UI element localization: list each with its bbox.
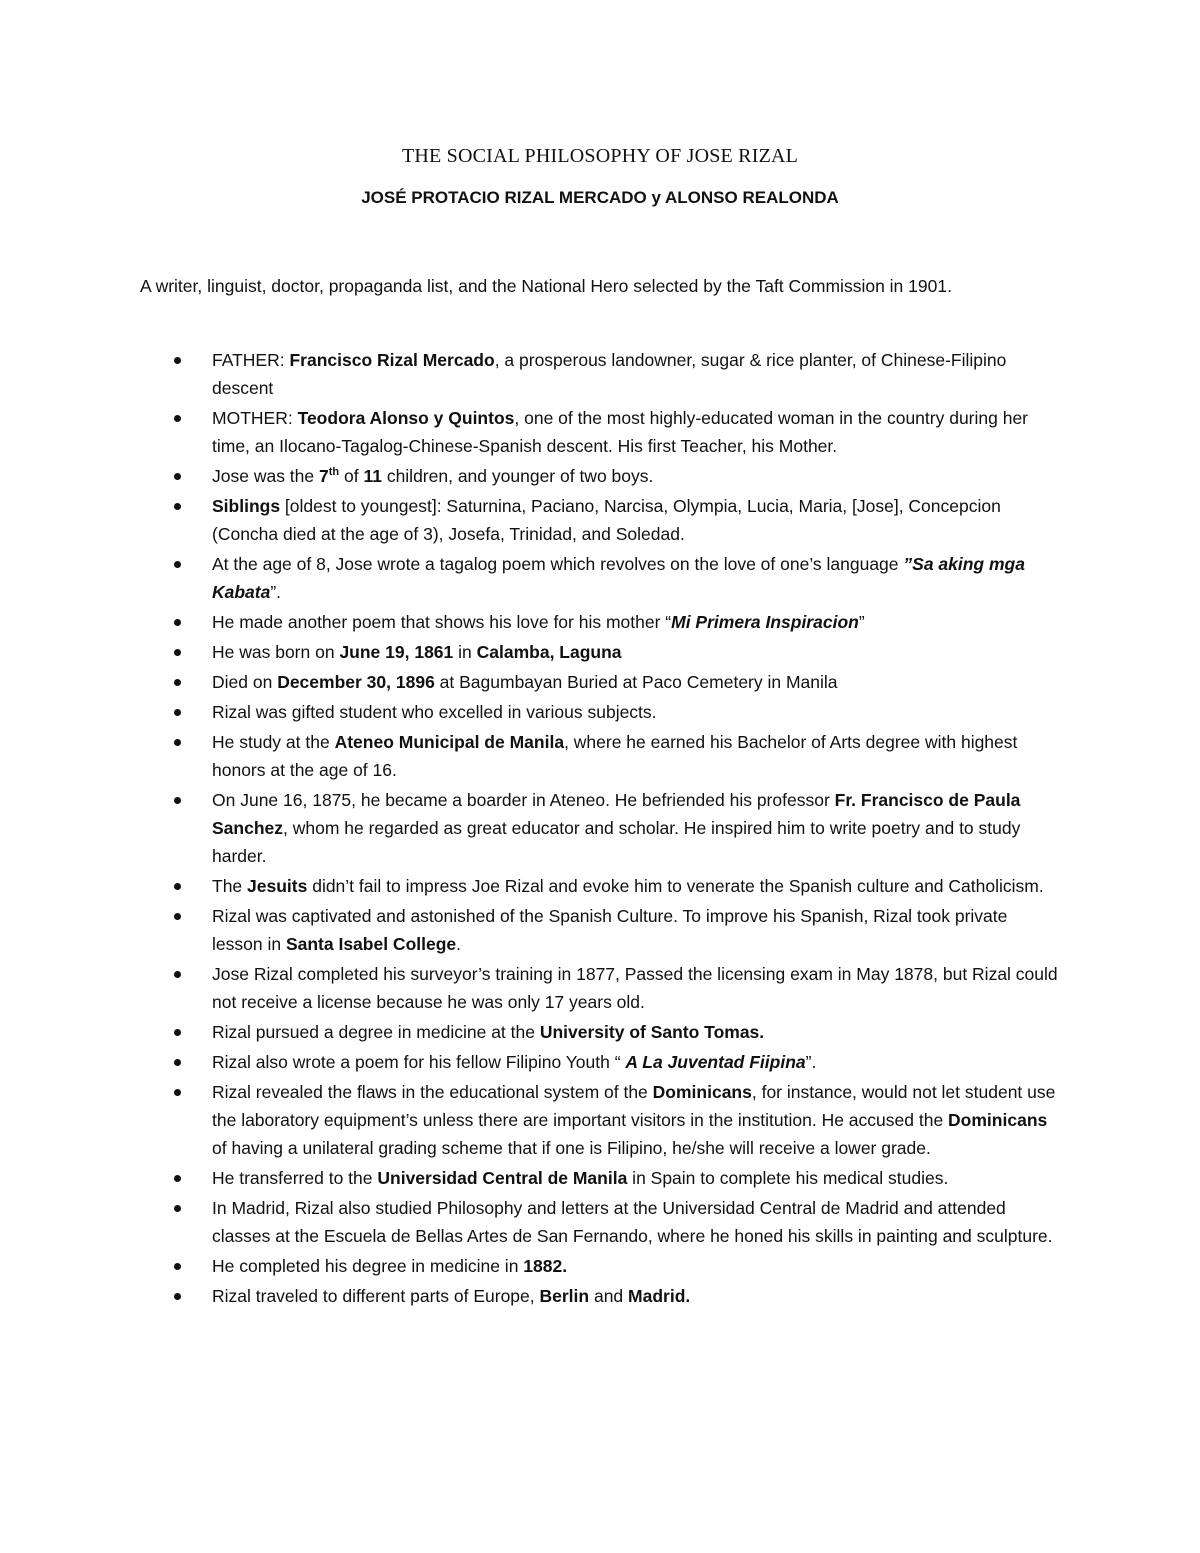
list-item-second-poem: He made another poem that shows his love for his mother “Mi Primera Inspiracion” (0, 608, 1062, 636)
bullet-icon (174, 1293, 181, 1300)
bullet-icon (174, 561, 181, 568)
bullet-icon (174, 1205, 181, 1212)
bullet-icon (174, 971, 181, 978)
document-subtitle: JOSÉ PROTACIO RIZAL MERCADO y ALONSO REALONDA (361, 188, 839, 207)
bullet-icon (174, 619, 181, 626)
list-item-madrid: In Madrid, Rizal also studied Philosophy and letters at the Universidad Central de Madrid and attended classes at the Escuela de Bellas Artes de San Fernando, where he honed his skills in painting and sculpture. (0, 1194, 1062, 1250)
list-item-jesuits: The Jesuits didn’t fail to impress Joe Rizal and evoke him to venerate the Spanish culture and Catholicism. (0, 872, 1062, 900)
intro-paragraph: A writer, linguist, doctor, propaganda list, and the National Hero selected by the Taft Commission in 1901. (140, 276, 952, 296)
bullet-icon (174, 913, 181, 920)
bullet-icon (174, 739, 181, 746)
bullet-icon (174, 1175, 181, 1182)
list-item-degree: He completed his degree in medicine in 1882. (0, 1252, 1062, 1280)
list-item-siblings: Siblings [oldest to youngest]: Saturnina, Paciano, Narcisa, Olympia, Lucia, Maria, [Jose], Concepcion (Concha died at the age of 3), Josefa, Trinidad, and Soledad. (0, 492, 1062, 548)
list-item-boarder: On June 16, 1875, he became a boarder in Ateneo. He befriended his professor Fr. Francisco de Paula Sanchez, whom he regarded as great educator and scholar. He inspired him to write poetry and to study harder. (0, 786, 1062, 870)
list-item-surveyor: Jose Rizal completed his surveyor’s training in 1877, Passed the licensing exam in May 1878, but Rizal could not receive a license because he was only 17 years old. (0, 960, 1062, 1016)
bullet-icon (174, 1089, 181, 1096)
bullet-icon (174, 797, 181, 804)
list-item-youth-poem: Rizal also wrote a poem for his fellow Filipino Youth “ A La Juventad Fiipina”. (0, 1048, 1062, 1076)
bullet-icon (174, 679, 181, 686)
list-item-medicine: Rizal pursued a degree in medicine at the University of Santo Tomas. (0, 1018, 1062, 1046)
list-item-ateneo: He study at the Ateneo Municipal de Manila, where he earned his Bachelor of Arts degree with highest honors at the age of 16. (0, 728, 1062, 784)
bullet-icon (174, 1263, 181, 1270)
bullet-icon (174, 415, 181, 422)
bullet-icon (174, 649, 181, 656)
bullet-icon (174, 1029, 181, 1036)
list-item-birth: He was born on June 19, 1861 in Calamba, Laguna (0, 638, 1062, 666)
facts-list (0, 346, 1200, 1312)
bullet-icon (174, 709, 181, 716)
list-item-transfer: He transferred to the Universidad Central de Manila in Spain to complete his medical studies. (0, 1164, 1062, 1192)
list-item-gifted: Rizal was gifted student who excelled in various subjects. (0, 698, 1062, 726)
bullet-icon (174, 1059, 181, 1066)
list-item-travel: Rizal traveled to different parts of Europe, Berlin and Madrid. (0, 1282, 1062, 1310)
document-title: THE SOCIAL PHILOSOPHY OF JOSE RIZAL (401, 145, 799, 167)
bullet-icon (174, 473, 181, 480)
bullet-icon (174, 883, 181, 890)
bullet-icon (174, 503, 181, 510)
bullet-icon (174, 357, 181, 364)
list-item-mother: MOTHER: Teodora Alonso y Quintos, one of the most highly-educated woman in the country during her time, an Ilocano-Tagalog-Chinese-Spanish descent. His first Teacher, his Mother. (0, 404, 1062, 460)
list-item-spanish: Rizal was captivated and astonished of the Spanish Culture. To improve his Spanish, Rizal took private lesson in Santa Isabel College. (0, 902, 1062, 958)
list-item-dominicans: Rizal revealed the flaws in the educational system of the Dominicans, for instance, would not let student use the laboratory equipment’s unless there are important visitors in the institution. He accused the Dominicans of having a unilateral grading scheme that if one is Filipino, he/she will receive a lower grade. (0, 1078, 1062, 1162)
list-item-father: FATHER: Francisco Rizal Mercado, a prosperous landowner, sugar & rice planter, of Chinese-Filipino descent (0, 346, 1062, 402)
list-item-death: Died on December 30, 1896 at Bagumbayan Buried at Paco Cemetery in Manila (0, 668, 1062, 696)
list-item-birth-order: Jose was the 7th of 11 children, and younger of two boys. (0, 462, 1062, 490)
list-item-first-poem: At the age of 8, Jose wrote a tagalog poem which revolves on the love of one’s language ”Sa aking mga Kabata”. (0, 550, 1062, 606)
